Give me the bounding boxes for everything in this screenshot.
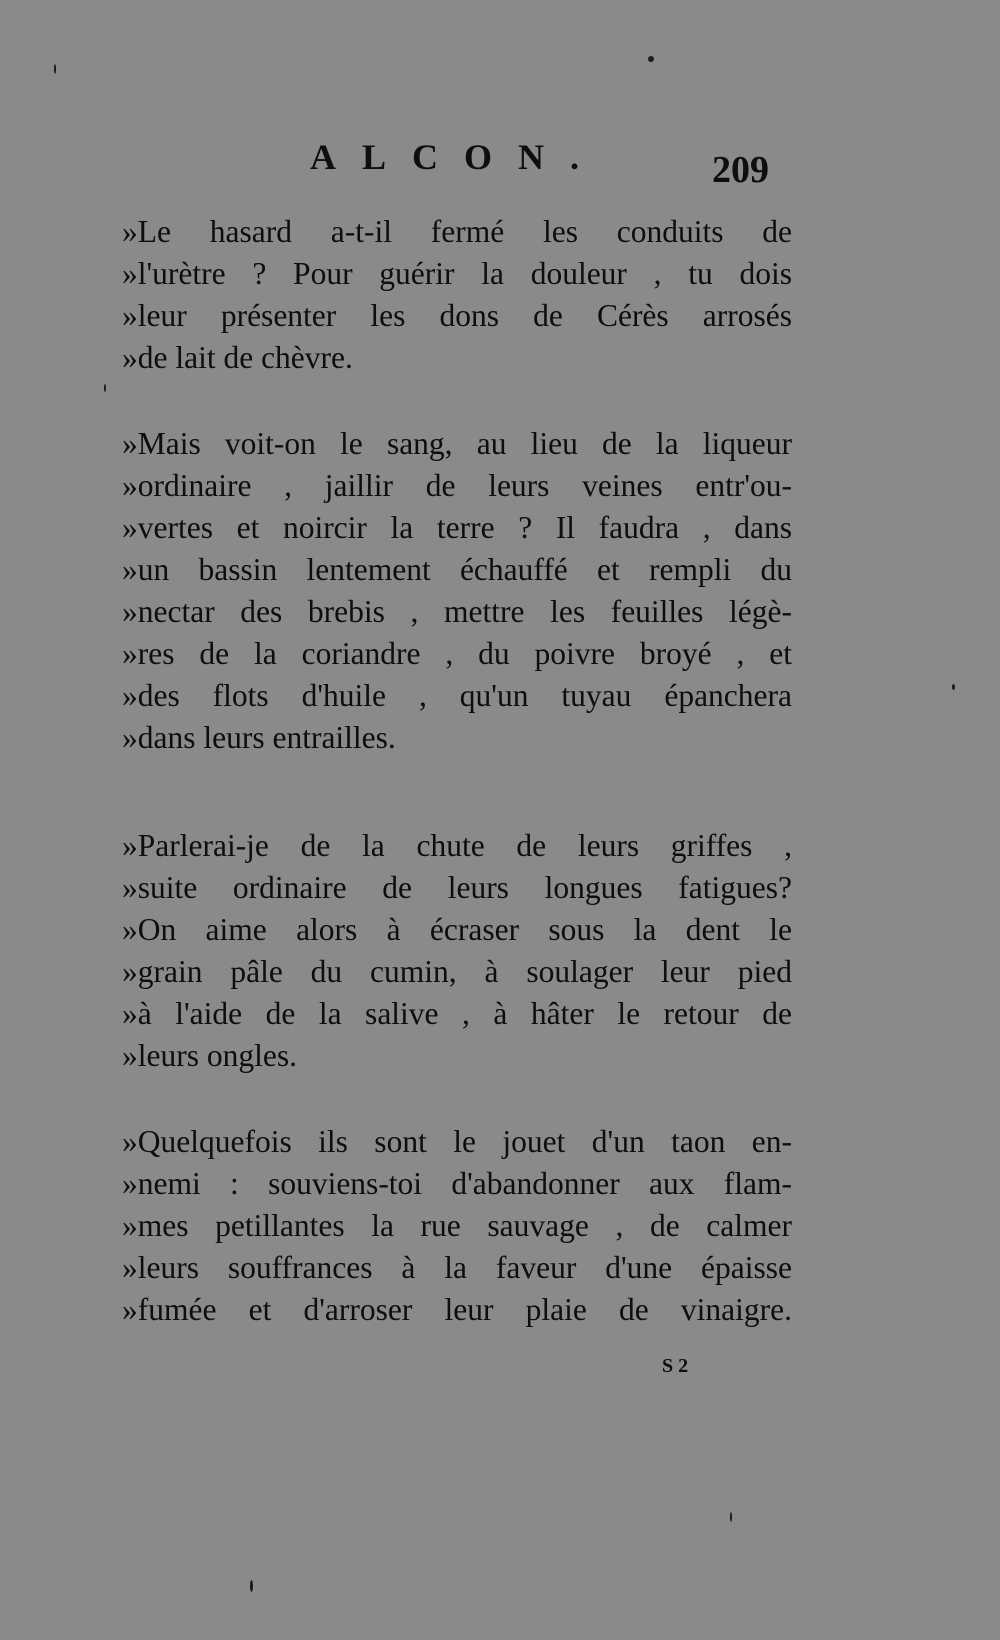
text-line: »Mais voit-on le sang, au lieu de la liqueur [122, 426, 792, 461]
text-line: »leurs ongles. [122, 1038, 297, 1073]
scan-speck [104, 384, 106, 392]
scan-speck [648, 56, 654, 62]
text-line: »nemi : souviens-toi d'abandonner aux flam- [122, 1166, 792, 1201]
text-line: »res de la coriandre , du poivre broyé , et [122, 636, 792, 671]
scan-speck [54, 64, 56, 74]
scan-speck [730, 1512, 732, 1522]
text-line: »mes petillantes la rue sauvage , de calmer [122, 1208, 792, 1243]
scan-speck [952, 684, 955, 690]
text-line: »leur présenter les dons de Cérès arrosés [122, 298, 792, 333]
text-line: »grain pâle du cumin, à soulager leur pied [122, 954, 792, 989]
text-line: »nectar des brebis , mettre les feuilles légè- [122, 594, 792, 629]
text-line: »de lait de chèvre. [122, 340, 353, 375]
text-line: »fumée et d'arroser leur plaie de vinaigre. [122, 1292, 792, 1327]
scan-speck [250, 1580, 253, 1592]
text-line: »On aime alors à écraser sous la dent le [122, 912, 792, 947]
text-line: »Le hasard a-t-il fermé les conduits de [122, 214, 792, 249]
text-line: »ordinaire , jaillir de leurs veines entr'ou- [122, 468, 792, 503]
text-line: »à l'aide de la salive , à hâter le retour de [122, 996, 792, 1031]
text-line: »Quelquefois ils sont le jouet d'un taon en- [122, 1124, 792, 1159]
signature-mark: S 2 [662, 1355, 689, 1377]
page-number: 209 [712, 149, 769, 191]
text-line: »suite ordinaire de leurs longues fatigues? [122, 870, 792, 905]
text-line: »l'urètre ? Pour guérir la douleur , tu dois [122, 256, 792, 291]
running-head: ALCON. [310, 137, 606, 177]
text-line: »dans leurs entrailles. [122, 720, 396, 755]
text-line: »des flots d'huile , qu'un tuyau épanchera [122, 678, 792, 713]
text-line: »leurs souffrances à la faveur d'une épaisse [122, 1250, 792, 1285]
text-line: »un bassin lentement échauffé et rempli du [122, 552, 792, 587]
text-line: »vertes et noircir la terre ? Il faudra , dans [122, 510, 792, 545]
text-line: »Parlerai-je de la chute de leurs griffes , [122, 828, 792, 863]
